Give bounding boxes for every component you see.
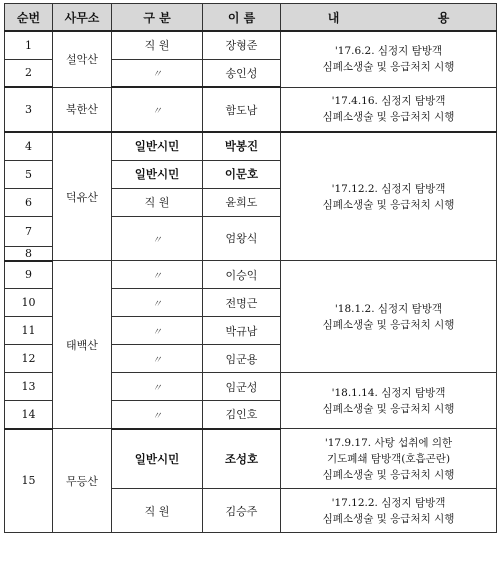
row-content: '17.12.2. 심정지 탐방객 심폐소생술 및 응급처치 시행 — [281, 132, 497, 261]
row-content: '18.1.2. 심정지 탐방객 심폐소생술 및 응급처치 시행 — [281, 261, 497, 373]
row-no: 10 — [5, 289, 53, 317]
row-name: 윤희도 — [203, 188, 281, 216]
row-content: '17.6.2. 심정지 탐방객 심폐소생술 및 응급처치 시행 — [281, 31, 497, 87]
row-no: 2 — [5, 59, 53, 87]
row-category: 일반시민 — [112, 132, 203, 160]
row-no: 9 — [5, 261, 53, 289]
row-content: '17.12.2. 심정지 탐방객 심폐소생술 및 응급처치 시행 — [281, 489, 497, 533]
row-category: 직 원 — [112, 188, 203, 216]
row-name: 함도남 — [203, 87, 281, 132]
row-name: 김승주 — [203, 489, 281, 533]
row-category: 〃 — [112, 261, 203, 289]
row-office: 북한산 — [53, 87, 112, 132]
table-row — [5, 261, 497, 289]
header-no: 순번 — [5, 4, 53, 32]
row-category: 일반시민 — [112, 160, 203, 188]
row-name: 조성호 — [203, 429, 281, 489]
row-name: 박규남 — [203, 317, 281, 345]
row-name: 엄왕식 — [203, 216, 281, 261]
row-content: '18.1.14. 심정지 탐방객 심폐소생술 및 응급처치 시행 — [281, 373, 497, 429]
row-name: 박봉진 — [203, 132, 281, 160]
row-office: 설악산 — [53, 31, 112, 87]
row-name: 이승익 — [203, 261, 281, 289]
table-body — [5, 31, 497, 533]
row-no: 1 — [5, 31, 53, 59]
table-row — [5, 132, 497, 160]
row-category: 〃 — [112, 216, 203, 261]
row-category: 〃 — [112, 317, 203, 345]
header-category: 구 분 — [112, 4, 203, 32]
row-office: 덕유산 — [53, 132, 112, 261]
row-no: 14 — [5, 401, 53, 429]
row-category: 직 원 — [112, 31, 203, 59]
row-no: 8 — [5, 246, 53, 261]
row-category: 〃 — [112, 289, 203, 317]
row-name: 이문호 — [203, 160, 281, 188]
table-row — [5, 87, 497, 132]
table-header — [5, 4, 497, 32]
row-no: 5 — [5, 160, 53, 188]
row-name: 임군성 — [203, 373, 281, 401]
row-name: 김인호 — [203, 401, 281, 429]
row-no: 3 — [5, 87, 53, 132]
row-category: 〃 — [112, 345, 203, 373]
header-name: 이 름 — [203, 4, 281, 32]
row-no: 12 — [5, 345, 53, 373]
row-no: 7 — [5, 216, 53, 246]
row-name: 임군용 — [203, 345, 281, 373]
row-no: 11 — [5, 317, 53, 345]
row-name: 장형준 — [203, 31, 281, 59]
row-category: 〃 — [112, 401, 203, 429]
row-category: 일반시민 — [112, 429, 203, 489]
row-category: 〃 — [112, 373, 203, 401]
header-content — [281, 4, 497, 32]
award-table — [4, 3, 497, 533]
table-row — [5, 429, 497, 489]
row-content: '17.4.16. 심정지 탐방객 심폐소생술 및 응급처치 시행 — [281, 87, 497, 132]
row-office: 무등산 — [53, 429, 112, 533]
row-no: 6 — [5, 188, 53, 216]
header-office: 사무소 — [53, 4, 112, 32]
row-no: 13 — [5, 373, 53, 401]
row-category: 〃 — [112, 87, 203, 132]
row-name: 송인성 — [203, 59, 281, 87]
row-name: 전명근 — [203, 289, 281, 317]
header-content-left: 내 — [327, 10, 340, 25]
table-row — [5, 31, 497, 59]
row-category: 직 원 — [112, 489, 203, 533]
row-office: 태백산 — [53, 261, 112, 429]
row-no: 15 — [5, 429, 53, 533]
header-content-right: 용 — [437, 10, 450, 25]
row-category: 〃 — [112, 59, 203, 87]
row-no: 4 — [5, 132, 53, 160]
row-content: '17.9.17. 사탕 섭취에 의한 기도폐쇄 탐방객(호흡곤란) 심폐소생술 및 응급처치 시행 — [281, 429, 497, 489]
